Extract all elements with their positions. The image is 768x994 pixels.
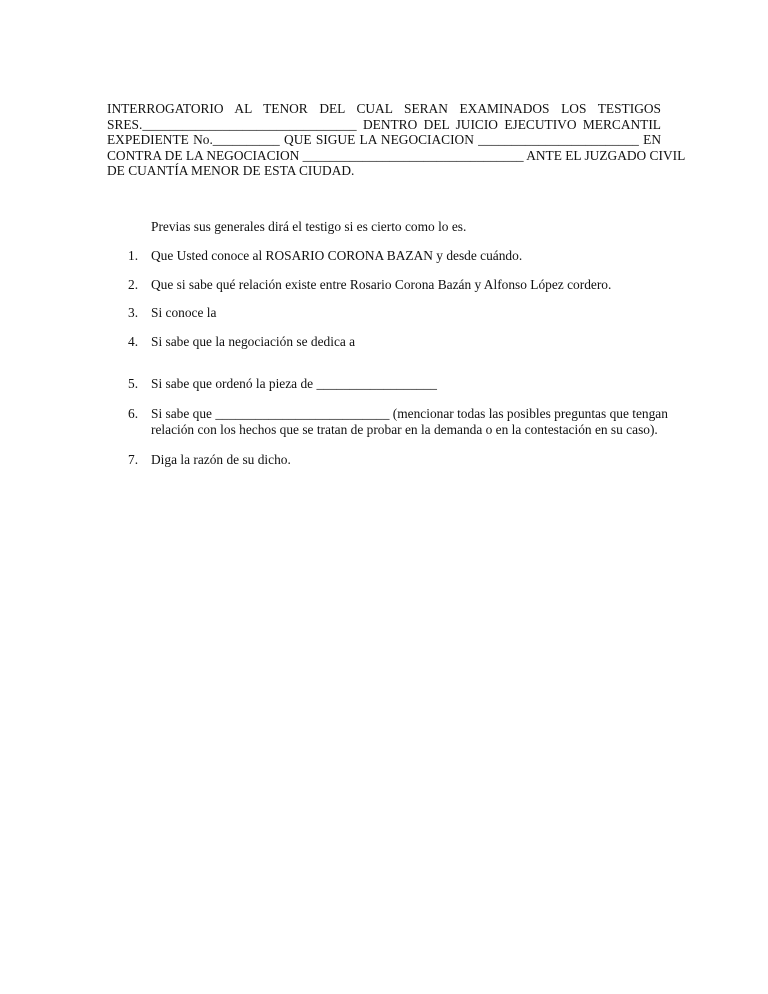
heading-line: INTERROGATORIO AL TENOR DEL CUAL SERAN EXAMINADOS LOS TESTIGOS	[107, 101, 661, 116]
document-heading	[107, 101, 686, 179]
heading-line: CONTRA DE LA NEGOCIACION _________________________________ ANTE EL JUZGADO CIVIL	[107, 147, 686, 163]
question-text: Si conoce la	[151, 305, 217, 320]
question-text: Si sabe que __________________________ (mencionar todas las posibles preguntas que tengan	[151, 406, 668, 421]
question-number: 4.	[128, 334, 139, 349]
question-number: 3.	[128, 305, 139, 320]
question-number: 5.	[128, 376, 139, 391]
question-text: Si sabe que la negociación se dedica a	[151, 334, 356, 349]
question-text-continuation: relación con los hechos que se tratan de probar en la demanda o en la contestación en su caso).	[151, 422, 658, 437]
question-number: 1.	[128, 248, 139, 263]
intro-paragraph: Previas sus generales dirá el testigo si es cierto como lo es.	[151, 219, 467, 234]
question-text: Si sabe que ordenó la pieza de __________________	[151, 376, 437, 391]
question-text: Que Usted conoce al ROSARIO CORONA BAZAN y desde cuándo.	[151, 248, 523, 263]
question-number: 2.	[128, 277, 139, 292]
heading-line: DE CUANTÍA MENOR DE ESTA CIUDAD.	[107, 163, 355, 178]
heading-line: SRES.________________________________ DENTRO DEL JUICIO EJECUTIVO MERCANTIL	[107, 116, 661, 132]
question-number: 7.	[128, 452, 139, 467]
heading-line: EXPEDIENTE No.__________ QUE SIGUE LA NEGOCIACION ________________________ EN	[107, 132, 661, 147]
question-number: 6.	[128, 406, 139, 421]
question-text: Diga la razón de su dicho.	[151, 452, 291, 467]
question-text: Que si sabe qué relación existe entre Rosario Corona Bazán y Alfonso López cordero.	[151, 277, 612, 292]
